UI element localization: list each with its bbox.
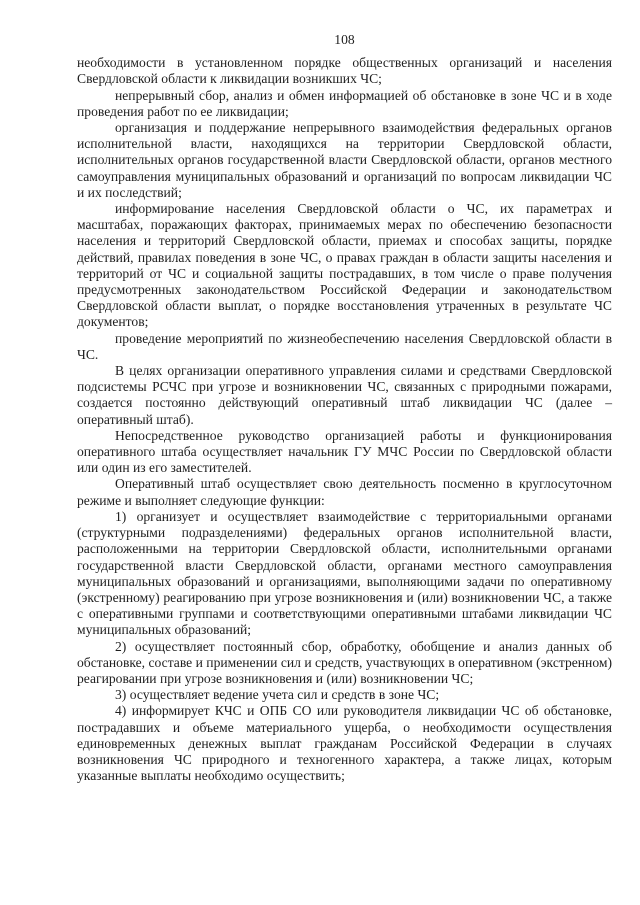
paragraph: Оперативный штаб осуществляет свою деятельность посменно в круглосуточном режиме и выполняет следующие функции: [77, 476, 612, 508]
paragraph: информирование населения Свердловской области о ЧС, их параметрах и масштабах, поражающих факторах, принимаемых мерах по обеспечению безопасности населения и территорий Свердловской области, приемах и способах защиты, порядке действий, правилах поведения в зоне ЧС, о правах граждан в области защиты населения и территорий от ЧС и социальной защиты пострадавших, в том числе о праве получения предусмотренных законодательством Российской Федерации и законодательством Свердловской области выплат, о порядке восстановления утраченных в результате ЧС документов; [77, 201, 612, 330]
list-item: 3) осуществляет ведение учета сил и средств в зоне ЧС; [115, 687, 440, 703]
paragraph: проведение мероприятий по жизнеобеспечению населения Свердловской области в ЧС. [77, 330, 612, 362]
paragraph: В целях организации оперативного управления силами и средствами Свердловской подсистемы РСЧС при угрозе и возникновении ЧС, связанных с природными пожарами, создается постоянно действующий оперативный штаб ликвидации ЧС (далее – оперативный штаб). [77, 363, 612, 427]
list-item: 1) организует и осуществляет взаимодействие с территориальными органами (структурными подразделениями) федеральных органов исполнительной власти, расположенными на территории Свердловской области, исполнительными органами государственной власти Свердловской области, органами местного самоуправления муниципальных образований и организациями, выполняющими задачи по оперативному (экстренному) реагированию при угрозе возникновения и (или) возникновении ЧС, а также с оперативными группами и соответствующими оперативными штабами ликвидации ЧС муниципальных образований; [77, 508, 612, 638]
list-item: 4) информирует КЧС и ОПБ СО или руководителя ликвидации ЧС об обстановке, пострадавших и объеме материального ущерба, о необходимости осуществления единовременных денежных выплат гражданам Российской Федерации в случаях возникновения ЧС природного и техногенного характера, а также лицах, которым указанные выплаты необходимо осуществить; [77, 703, 612, 784]
page-number: 108 [334, 32, 355, 47]
paragraph: организация и поддержание непрерывного взаимодействия федеральных органов исполнительной власти, находящихся на территории Свердловской области, исполнительных органов государственной власти Свердловской области, органов местного самоуправления муниципальных образований и организаций по вопросам ликвидации ЧС и их последствий; [77, 120, 612, 200]
paragraph: Непосредственное руководство организацией работы и функционирования оперативного штаба осуществляет начальник ГУ МЧС России по Свердловской области или один из его заместителей. [77, 427, 612, 476]
list-item: 2) осуществляет постоянный сбор, обработку, обобщение и анализ данных об обстановке, составе и применении сил и средств, участвующих в оперативном (экстренном) реагировании при угрозе возникновения и (или) возникновении ЧС; [77, 638, 612, 686]
paragraph: непрерывный сбор, анализ и обмен информацией об обстановке в зоне ЧС и в ходе проведения работ по ее ликвидации; [77, 87, 612, 119]
document-page [77, 32, 612, 784]
paragraph: необходимости в установленном порядке общественных организаций и населения Свердловской области к ликвидации возникших ЧС; [77, 55, 612, 87]
